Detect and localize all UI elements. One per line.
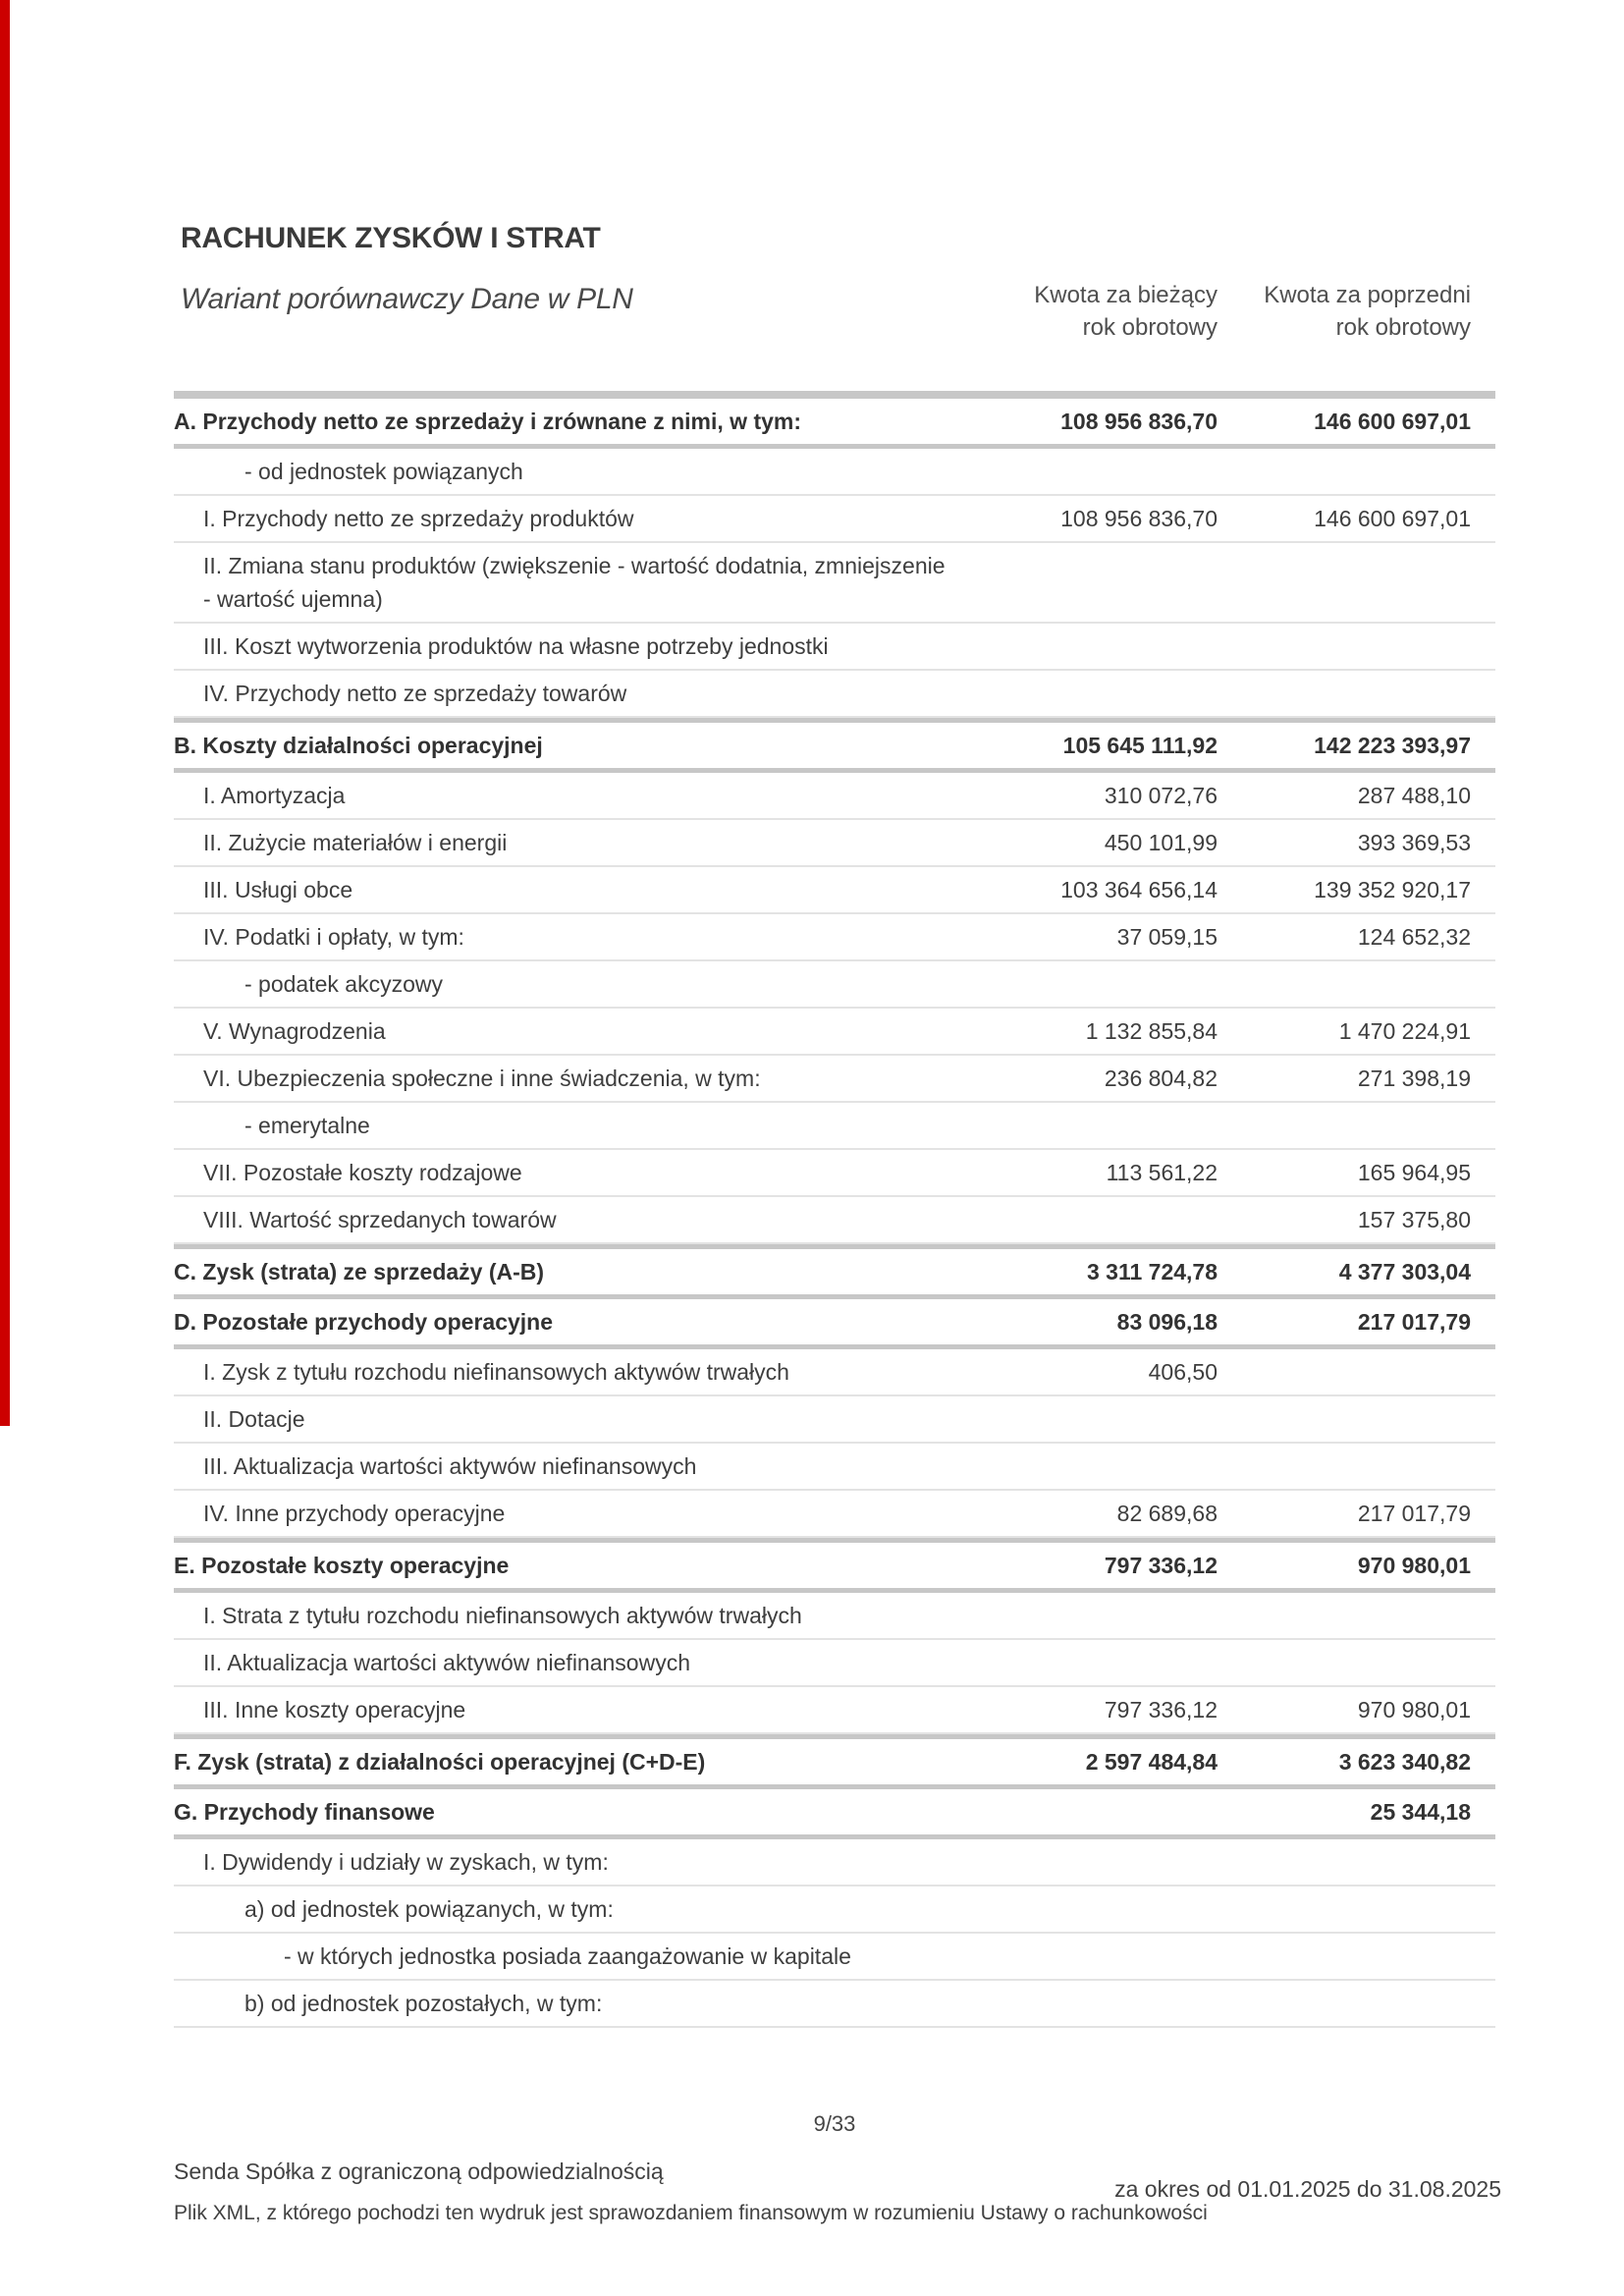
table-row: [174, 1009, 1495, 1056]
page-title: RACHUNEK ZYSKÓW I STRAT: [181, 222, 601, 254]
row-current-value: 3 311 724,78: [1086, 1259, 1218, 1285]
row-current-value: 108 956 836,70: [1060, 409, 1218, 434]
row-label: E. Pozostałe koszty operacyjne: [174, 1553, 510, 1578]
row-label: A. Przychody netto ze sprzedaży i zrównane z nimi, w tym:: [174, 409, 802, 434]
row-previous-value: 217 017,79: [1357, 1501, 1471, 1526]
row-previous-value: 139 352 920,17: [1314, 877, 1471, 902]
row-current-value: 113 561,22: [1106, 1160, 1218, 1185]
row-current-value: 108 956 836,70: [1060, 506, 1218, 531]
column-header-previous: [1264, 279, 1471, 344]
row-label: I. Przychody netto ze sprzedaży produktów: [203, 506, 634, 531]
table-row: [174, 867, 1495, 914]
table-row: [174, 1981, 1495, 2028]
column-header-current-line2: rok obrotowy: [1082, 314, 1218, 341]
row-current-value: 450 101,99: [1104, 830, 1218, 855]
table-row: [174, 624, 1495, 671]
row-label: I. Zysk z tytułu rozchodu niefinansowych aktywów trwałych: [203, 1359, 789, 1385]
row-label: III. Usługi obce: [203, 877, 353, 902]
row-label: IV. Przychody netto ze sprzedaży towarów: [203, 681, 627, 706]
row-previous-value: 25 344,18: [1370, 1799, 1471, 1825]
row-current-value: 797 336,12: [1104, 1553, 1218, 1578]
row-current-value: 797 336,12: [1104, 1697, 1218, 1722]
left-accent-bar: [0, 0, 10, 1426]
row-label: - podatek akcyzowy: [244, 971, 443, 997]
footer-period: za okres od 01.01.2025 do 31.08.2025: [1114, 2176, 1501, 2202]
row-label: I. Strata z tytułu rozchodu niefinansowych aktywów trwałych: [203, 1603, 802, 1628]
table-row: [174, 1491, 1495, 1538]
table-row: [174, 1103, 1495, 1150]
row-current-value: 37 059,15: [1116, 924, 1218, 950]
row-previous-value: 124 652,32: [1357, 924, 1471, 950]
row-previous-value: 146 600 697,01: [1314, 409, 1471, 434]
page-subtitle: Wariant porównawczy Dane w PLN: [181, 283, 633, 315]
row-current-value: 82 689,68: [1116, 1501, 1218, 1526]
row-previous-value: 970 980,01: [1357, 1553, 1471, 1578]
row-label: VII. Pozostałe koszty rodzajowe: [203, 1160, 522, 1185]
profit-and-loss-table: [174, 391, 1495, 2028]
row-label: - w których jednostka posiada zaangażowanie w kapitale: [284, 1943, 851, 1969]
row-previous-value: 3 623 340,82: [1338, 1749, 1471, 1775]
footer-company: Senda Spółka z ograniczoną odpowiedzialnością: [174, 2159, 664, 2184]
row-previous-value: 157 375,80: [1357, 1207, 1471, 1232]
row-label: V. Wynagrodzenia: [203, 1018, 386, 1044]
table-row: [174, 671, 1495, 718]
table-row: [174, 773, 1495, 820]
row-current-value: 310 072,76: [1104, 783, 1218, 808]
row-label: F. Zysk (strata) z działalności operacyjnej (C+D-E): [174, 1749, 706, 1775]
table-row: [174, 1150, 1495, 1197]
row-label: IV. Inne przychody operacyjne: [203, 1501, 506, 1526]
row-current-value: 105 645 111,92: [1062, 733, 1218, 758]
column-header-current-line1: Kwota za bieżący: [1034, 282, 1218, 308]
table-row: [174, 1299, 1495, 1349]
table-row: [174, 1538, 1495, 1593]
row-current-value: 83 096,18: [1116, 1309, 1218, 1335]
column-header-current: [1034, 279, 1218, 344]
row-previous-value: 287 488,10: [1357, 783, 1471, 808]
row-current-value: 2 597 484,84: [1085, 1749, 1218, 1775]
row-label: IV. Podatki i opłaty, w tym:: [203, 924, 464, 950]
row-label: II. Aktualizacja wartości aktywów niefinansowych: [203, 1650, 690, 1675]
table-row: [174, 961, 1495, 1009]
table-row: [174, 1593, 1495, 1640]
table-row: [174, 1934, 1495, 1981]
table-row: [174, 1789, 1495, 1839]
table-row: [174, 914, 1495, 961]
table-row: [174, 543, 1495, 624]
table-row: [174, 1396, 1495, 1444]
row-label: III. Inne koszty operacyjne: [203, 1697, 466, 1722]
row-label: G. Przychody finansowe: [174, 1799, 435, 1825]
row-label: I. Amortyzacja: [203, 783, 346, 808]
table-row: [174, 1886, 1495, 1934]
table-row: [174, 718, 1495, 773]
column-header-previous-line1: Kwota za poprzedni: [1264, 282, 1471, 308]
table-row: [174, 820, 1495, 867]
row-previous-value: 217 017,79: [1357, 1309, 1471, 1335]
table-row: [174, 1349, 1495, 1396]
row-label: - od jednostek powiązanych: [244, 459, 523, 484]
column-header-previous-line2: rok obrotowy: [1335, 314, 1471, 341]
row-label: II. Zużycie materiałów i energii: [203, 830, 508, 855]
row-current-value: 236 804,82: [1104, 1066, 1218, 1091]
table-row: [174, 1640, 1495, 1687]
row-previous-value: 393 369,53: [1357, 830, 1471, 855]
row-label: II. Dotacje: [203, 1406, 305, 1432]
table-row: [174, 1734, 1495, 1789]
table-row: [174, 1444, 1495, 1491]
row-label: D. Pozostałe przychody operacyjne: [174, 1309, 554, 1335]
row-current-value: 406,50: [1148, 1359, 1218, 1385]
row-previous-value: 165 964,95: [1357, 1160, 1471, 1185]
row-label: III. Aktualizacja wartości aktywów niefinansowych: [203, 1453, 697, 1479]
row-previous-value: 271 398,19: [1357, 1066, 1471, 1091]
row-label: a) od jednostek powiązanych, w tym:: [244, 1896, 614, 1922]
footer-xml-note: Plik XML, z którego pochodzi ten wydruk jest sprawozdaniem finansowym w rozumieniu Ustawy o rachunkowości: [174, 2202, 1208, 2224]
row-label: I. Dywidendy i udziały w zyskach, w tym:: [203, 1849, 609, 1875]
row-previous-value: 970 980,01: [1357, 1697, 1471, 1722]
row-label: II. Zmiana stanu produktów (zwiększenie - wartość dodatnia, zmniejszenie - wartość ujemna): [203, 553, 946, 612]
table-row: [174, 1056, 1495, 1103]
row-label: b) od jednostek pozostałych, w tym:: [244, 1991, 603, 2016]
row-previous-value: 1 470 224,91: [1338, 1018, 1471, 1044]
row-previous-value: 146 600 697,01: [1314, 506, 1471, 531]
row-previous-value: 4 377 303,04: [1338, 1259, 1471, 1285]
table-row: [174, 449, 1495, 496]
table-row: [174, 1197, 1495, 1244]
table-row: [174, 1687, 1495, 1734]
row-label: VIII. Wartość sprzedanych towarów: [203, 1207, 557, 1232]
row-label: VI. Ubezpieczenia społeczne i inne świadczenia, w tym:: [203, 1066, 761, 1091]
page-number: 9/33: [813, 2111, 856, 2136]
row-label: - emerytalne: [244, 1113, 370, 1138]
table-row: [174, 1244, 1495, 1299]
row-label: C. Zysk (strata) ze sprzedaży (A-B): [174, 1259, 545, 1285]
table-row: [174, 496, 1495, 543]
row-label: III. Koszt wytworzenia produktów na własne potrzeby jednostki: [203, 633, 829, 659]
row-previous-value: 142 223 393,97: [1314, 733, 1471, 758]
row-label: B. Koszty działalności operacyjnej: [174, 733, 543, 758]
row-current-value: 103 364 656,14: [1060, 877, 1218, 902]
row-current-value: 1 132 855,84: [1085, 1018, 1218, 1044]
table-row: [174, 391, 1495, 449]
table-row: [174, 1839, 1495, 1886]
